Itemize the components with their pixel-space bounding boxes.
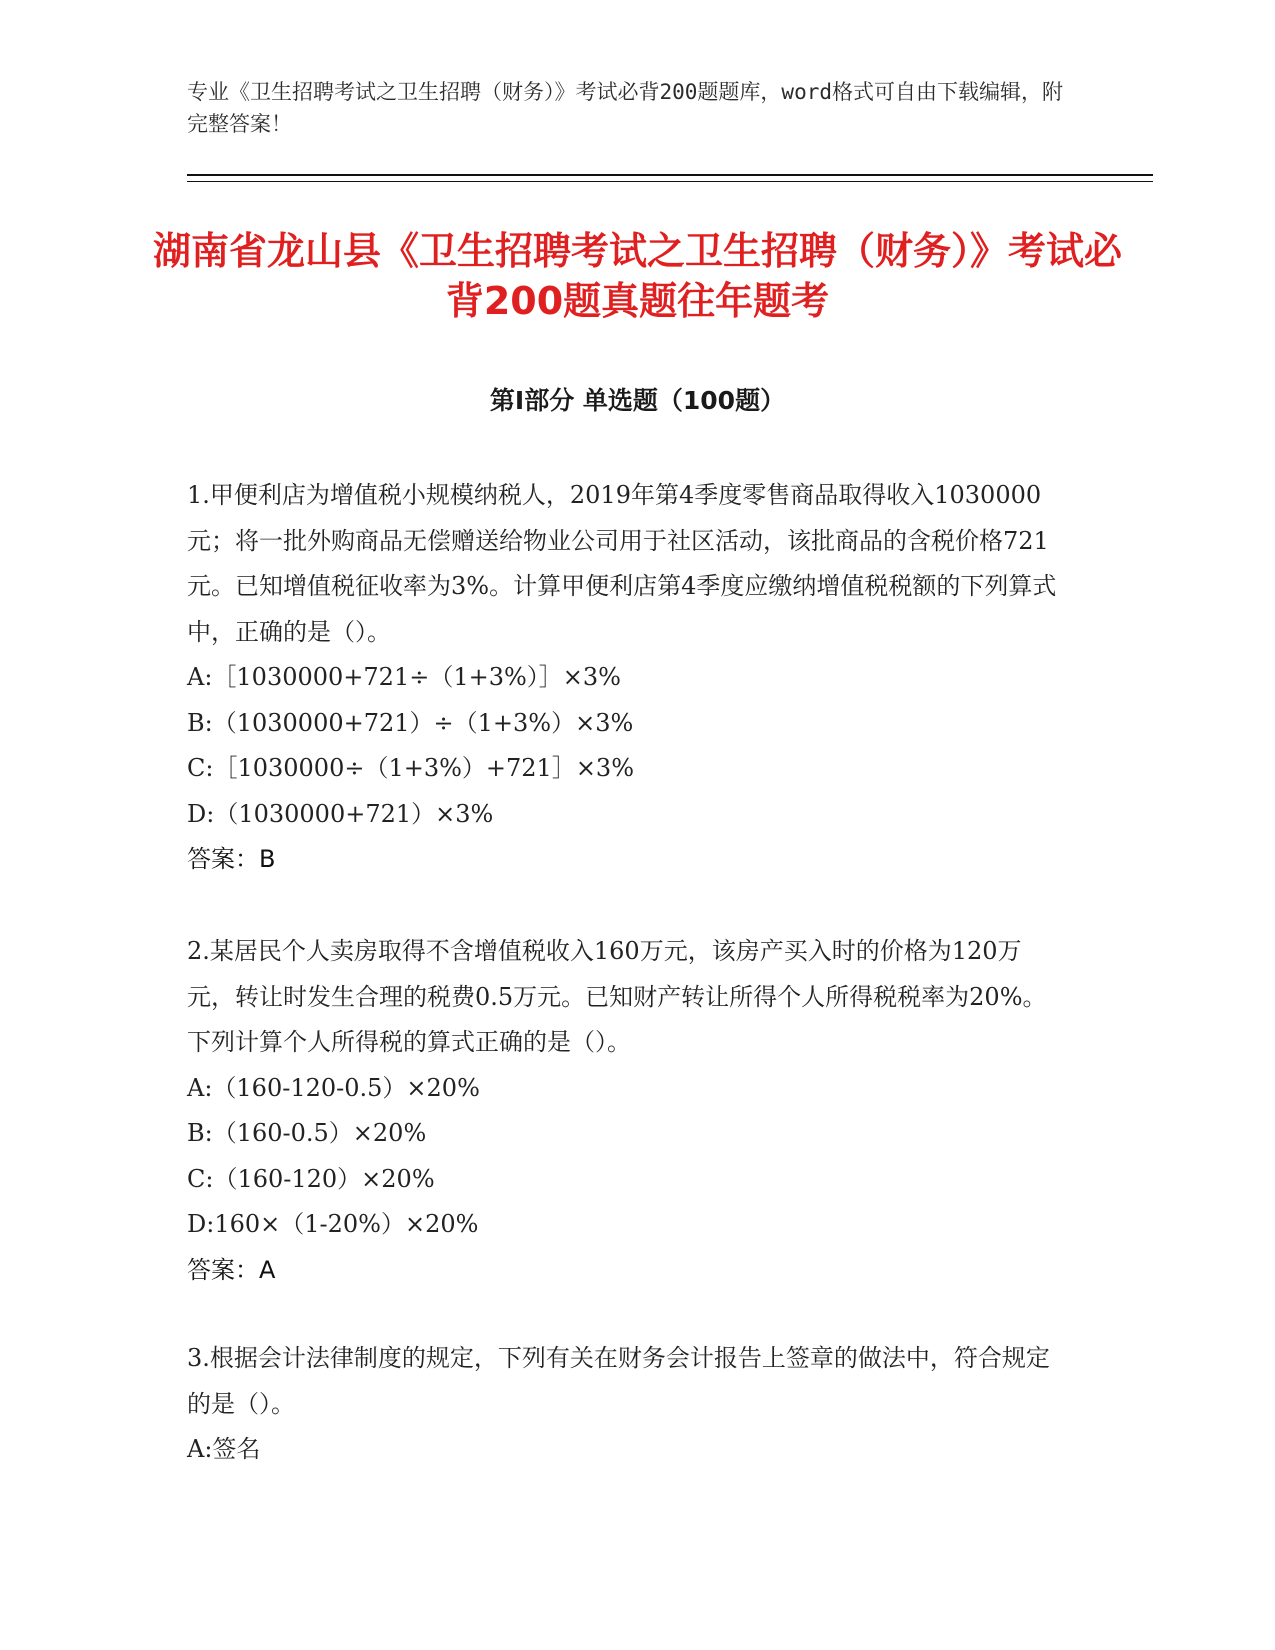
question-2 [187, 929, 1067, 1293]
header-note: 专业《卫生招聘考试之卫生招聘（财务）》考试必背200题题库，word格式可自由下载编辑，附完整答案！ [187, 80, 1063, 136]
section-heading: 第I部分 单选题（100题） [489, 386, 786, 415]
option-a: A:签名 [187, 1435, 261, 1463]
option-d: D:160×（1-20%）×20% [187, 1210, 479, 1238]
question-3 [187, 1336, 1067, 1473]
option-d: D:（1030000+721）×3% [187, 799, 494, 828]
option-a: A:（160-120-0.5）×20% [187, 1073, 480, 1102]
answer-line: 答案：B [187, 845, 276, 873]
question-stem: 2.某居民个人卖房取得不含增值税收入160万元，该房产买入时的价格为120万元，转让时发生合理的税费0.5万元。已知财产转让所得个人所得税税率为20%。下列计算个人所得税的算式正确的是（）。 [187, 937, 1047, 1056]
option-b: B:（160-0.5）×20% [187, 1119, 427, 1147]
document-title: 湖南省龙山县《卫生招聘考试之卫生招聘（财务）》考试必背200题真题往年题考 [152, 229, 1122, 323]
option-c: C:（160-120）×20% [187, 1164, 435, 1193]
option-a: A:［1030000+721÷（1+3%）］×3% [187, 663, 621, 691]
header-divider-thin [187, 181, 1153, 182]
option-b: B:（1030000+721）÷（1+3%）×3% [187, 708, 634, 737]
header-divider-thick [187, 174, 1153, 176]
question-stem: 1.甲便利店为增值税小规模纳税人，2019年第4季度零售商品取得收入1030000元；将一批外购商品无偿赠送给物业公司用于社区活动，该批商品的含税价格721元。已知增值税征收率为3%。计算甲便利店第4季度应缴纳增值税税额的下列算式中，正确的是（）。 [187, 481, 1057, 646]
answer-line: 答案：A [187, 1255, 276, 1284]
option-c: C:［1030000÷（1+3%）+721］×3% [187, 754, 634, 782]
question-1 [187, 473, 1067, 883]
question-stem: 3.根据会计法律制度的规定，下列有关在财务会计报告上签章的做法中，符合规定的是（）。 [187, 1344, 1050, 1418]
